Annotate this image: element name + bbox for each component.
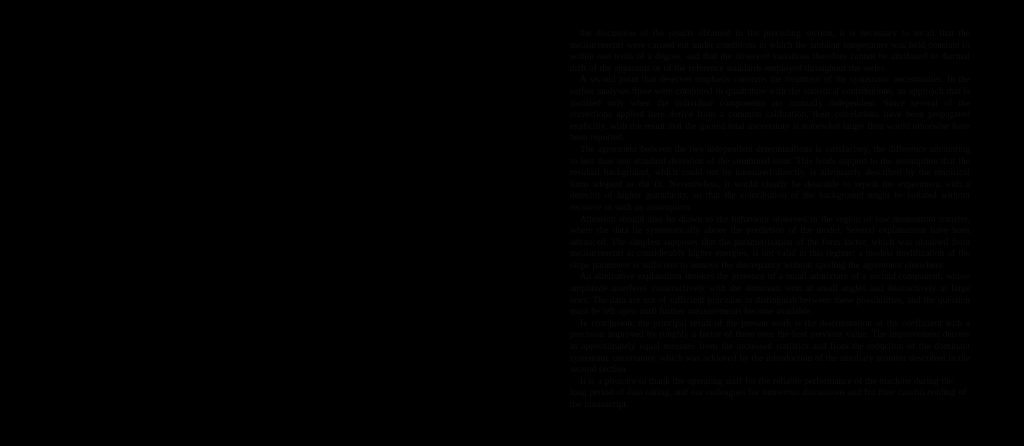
paragraph: the discussion of the results obtained in the preceding section, it is necessary to recall that the measurements were carried out under conditions in which the ambient temperature was held constant to within one tenth of a degree, and that the observed variations therefore cannot be attributed to thermal drift of the apparatus or of the reference standards employed throughout the series. [570, 28, 970, 73]
paragraph: In conclusion, the principal result of the present work is the determination of the coefficient with a precision improved by roughly a factor of three over the best previous value. The improvement derives in approximately equal measure from the increased statistics and from the reduction of the dominant systematic uncertainty, which was achieved by the introduction of the auxiliary monitor described in the second section. [570, 317, 970, 375]
body-text-column [570, 28, 970, 420]
paragraph: The agreement between the two independent determinations is satisfactory, the difference amounting to less than one standard deviation of the combined error. This lends support to the assumption that the residual background, which could not be measured directly, is adequately described by the empirical form adopted in the fit. Nevertheless, it would clearly be desirable to repeat the experiment with a detector of higher granularity, so that the contribution of the background might be isolated without recourse to such an assumption. [570, 143, 970, 212]
paragraph: Attention should also be drawn to the behaviour observed in the region of low momentum transfer, where the data lie systematically above the prediction of the model. Several explanations have been advanced. The simplest supposes that the parametrisation of the form factor, which was obtained from measurements at considerably higher energies, is not valid in this regime; a modest modification of the slope parameter is sufficient to remove the discrepancy without spoiling the agreement elsewhere. [570, 213, 970, 270]
paragraph: It is a pleasure to thank the operating staff for the reliable performance of the machine during the long period of data taking, and our colleagues for numerous discussions and for their careful reading of the manuscript. [570, 375, 967, 409]
paragraph: A second point that deserves emphasis concerns the treatment of the systematic uncertainties. In the earlier analyses these were combined in quadrature with the statistical contributions, an approach that is justified only when the individual components are mutually independent. Since several of the corrections applied here derive from a common calibration, their correlations have been propagated explicitly, with the result that the quoted total uncertainty is somewhat larger than would otherwise have been reported. [570, 74, 970, 143]
paragraph: An alternative explanation invokes the presence of a small admixture of a second component, whose amplitude interferes constructively with the dominant term at small angles and destructively at large ones. The data are not of sufficient precision to distinguish between these possibilities, and the question must be left open until further measurements become available. [570, 271, 970, 317]
